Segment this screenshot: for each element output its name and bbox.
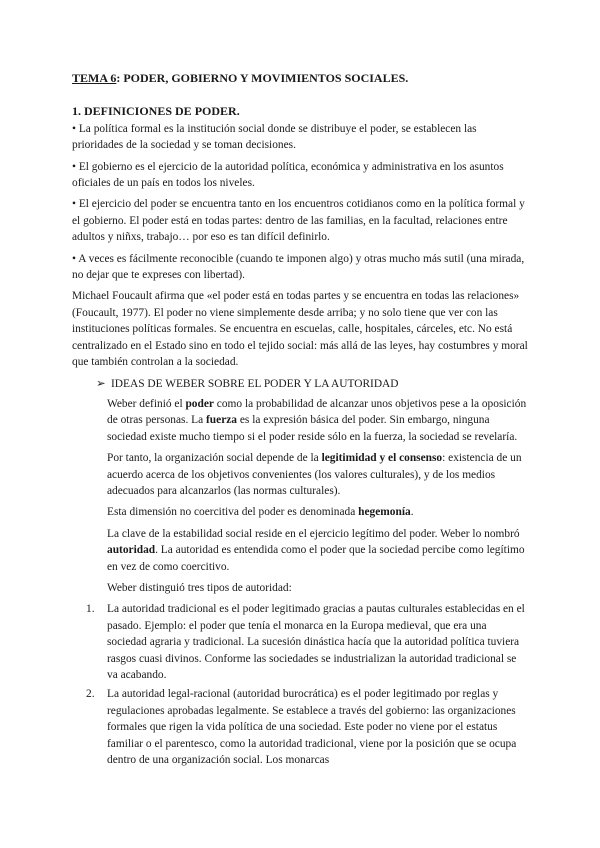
weber-subheading <box>96 376 528 392</box>
weber-paragraph-autoridad: La clave de la estabilidad social reside en el ejercicio legítimo del poder. Weber lo nombró autoridad. La autoridad es entendida como el poder que la sociedad percibe como legítimo en vez de como coercitivo. <box>107 527 525 573</box>
weber-paragraph-tipos: Weber distinguió tres tipos de autoridad: <box>107 581 292 594</box>
list-item-text: La autoridad legal-racional (autoridad burocrática) es el poder legitimado por reglas y regulaciones aprobadas legalmente. Se establece a través del gobierno: las organizaciones formales que rigen la vida política de una sociedad. Este poder no viene por el estatus familiar o el parentesco, como la autoridad tradicional, viene por la posición que se ocupa dentro de una organización social. Los monarcas <box>107 688 517 767</box>
bullet-paragraph: • La política formal es la institución social donde se distribuye el poder, se establecen las prioridades de la sociedad y se toman decisiones. <box>72 122 477 152</box>
weber-paragraph-poder: Weber definió el poder como la probabilidad de alcanzar unos objetivos pese a la oposición de otras personas. La fuerza es la expresión básica del poder. Sin embargo, ninguna sociedad existe mucho tiempo si el poder reside sólo en la fuerza, la sociedad se revelaría. <box>107 397 527 443</box>
list-item-text: La autoridad tradicional es el poder legitimado gracias a pautas culturales establecidas en el pasado. Ejemplo: el poder que tenía el monarca en la Europa medieval, que era una sociedad agraria y tradicional. La sucesión dinástica hacía que la autoridad política tuviera rasgos cuasi divinos. Conforme las sociedades se industrializan la autoridad tradicional se va acabando. <box>107 603 525 681</box>
list-number: 1. <box>86 603 95 616</box>
weber-paragraph-legitimidad: Por tanto, la organización social depende de la legitimidad y el consenso: existencia de un acuerdo acerca de los objetivos convenientes (los valores culturales), y de los medios adecuados para alcanzarlos (las normas culturales). <box>107 452 522 497</box>
title-text: : PODER, GOBIERNO Y MOVIMIENTOS SOCIALES. <box>116 71 409 85</box>
section-heading: 1. DEFINICIONES DE PODER. <box>72 104 240 119</box>
document-page <box>72 70 528 771</box>
arrow-bullet-icon: ➢ <box>96 377 106 390</box>
bullet-paragraph: • El ejercicio del poder se encuentra tanto en los encuentros cotidianos como en la política formal y el gobierno. El poder está en todas partes: dentro de las familias, en la facultad, relaciones entre adultos y niñxs, trabajo… por eso es tan difícil definirlo. <box>72 198 525 244</box>
foucault-paragraph: Michael Foucault afirma que «el poder está en todas partes y se encuentra en todas las relaciones» (Foucault, 1977). El poder no viene simplemente desde arriba; y no solo tiene que ver con las instituciones políticas formales. Se encuentra en escuelas, calle, hospitales, cárceles, etc. No está centralizado en el Estado sino en todo el tejido social: más allá de las leyes, hay costumbres y moral que también controlan a la sociedad. <box>72 290 528 369</box>
weber-subheading-text: IDEAS DE WEBER SOBRE EL PODER Y LA AUTORIDAD <box>111 377 399 390</box>
authority-type-item <box>86 686 528 768</box>
title-label: TEMA 6 <box>72 71 117 85</box>
list-number: 2. <box>86 688 95 701</box>
bullet-paragraph: • El gobierno es el ejercicio de la autoridad política, económica y administrativa en los asuntos oficiales de un país en todos los niveles. <box>72 160 504 190</box>
weber-paragraph-hegemonia: Esta dimensión no coercitiva del poder es denominada hegemonía. <box>107 506 414 519</box>
document-title <box>72 70 528 86</box>
authority-type-item <box>86 601 528 683</box>
bullet-paragraph: • A veces es fácilmente reconocible (cuando te imponen algo) y otras mucho más sutil (una mirada, no dejar que te expreses con libertad). <box>72 252 525 282</box>
